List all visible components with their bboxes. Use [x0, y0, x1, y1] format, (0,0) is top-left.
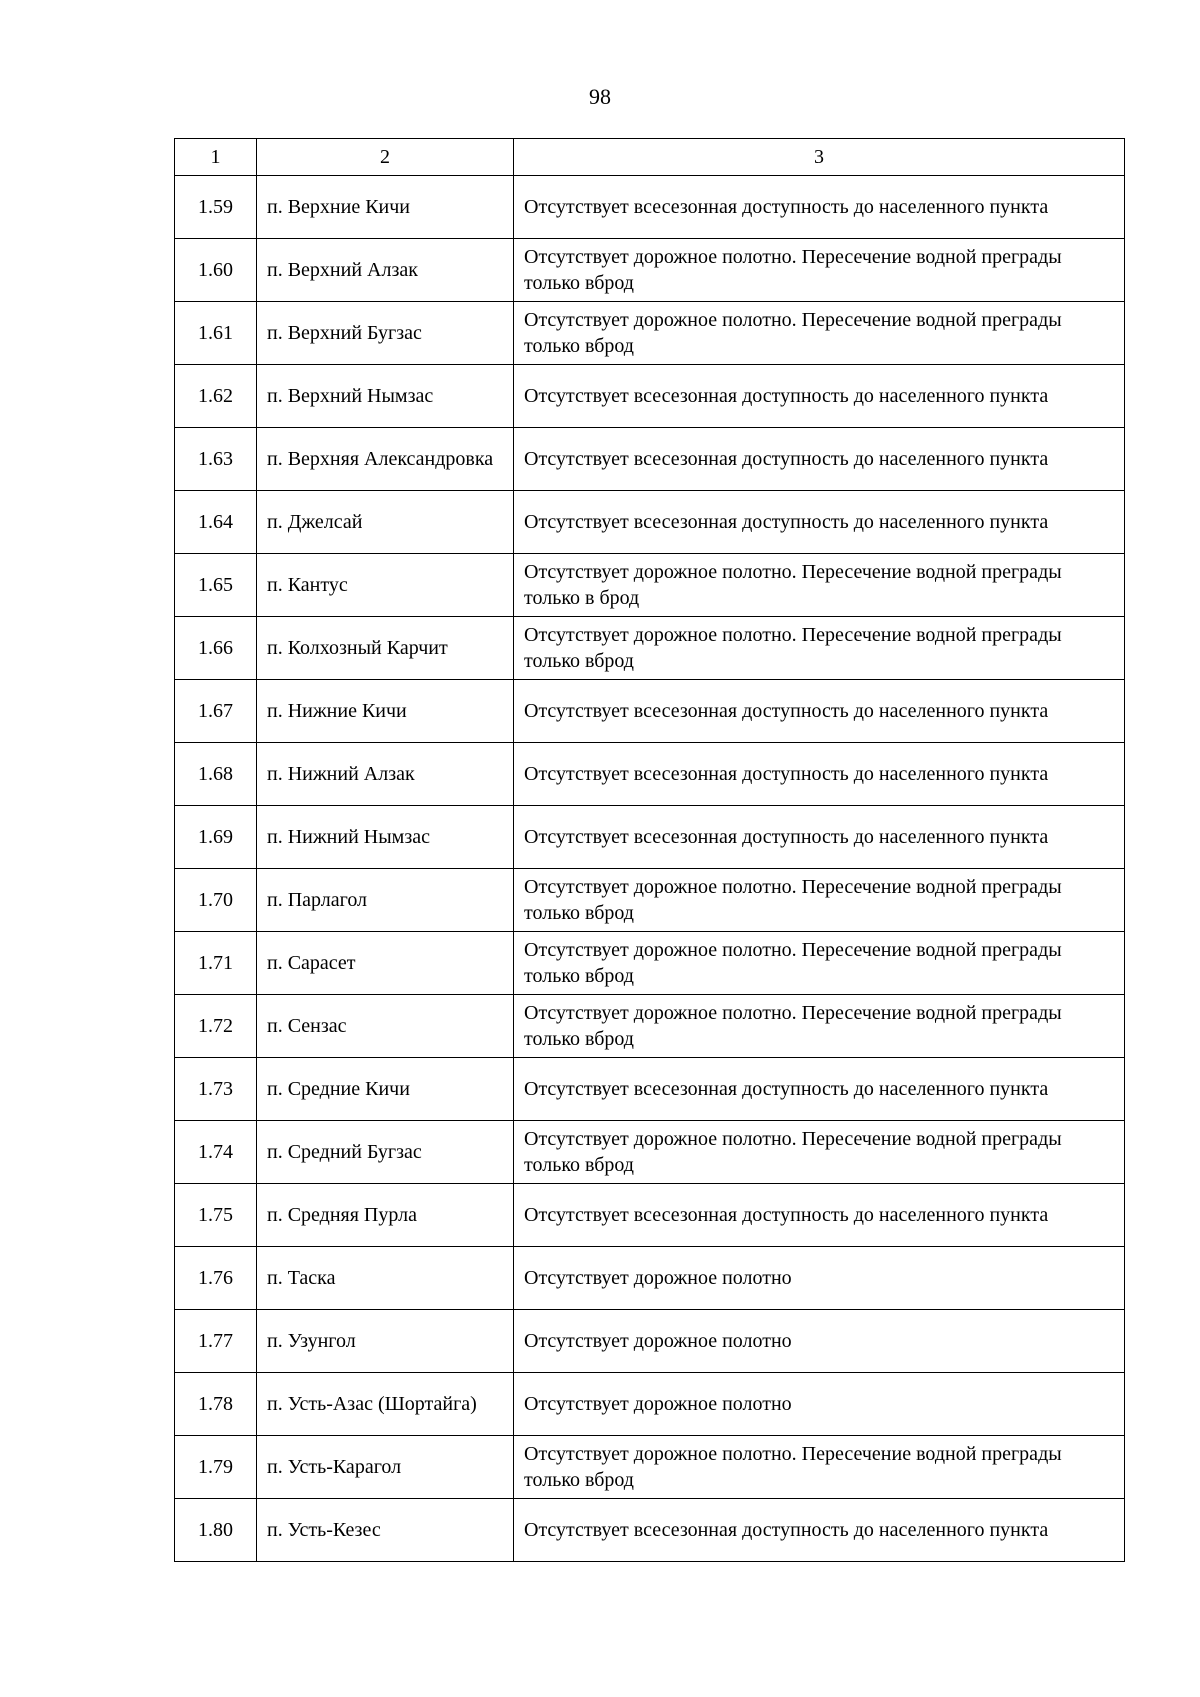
accessibility-description: Отсутствует дорожное полотно. Пересечение водной преграды только вброд [514, 617, 1125, 680]
accessibility-description: Отсутствует всесезонная доступность до населенного пункта [514, 176, 1125, 239]
accessibility-description: Отсутствует дорожное полотно. Пересечение водной преграды только вброд [514, 302, 1125, 365]
row-number: 1.79 [175, 1436, 257, 1499]
settlements-table [174, 138, 1125, 1562]
settlement-name: п. Верхний Бугзас [257, 302, 514, 365]
table-row [175, 1499, 1125, 1562]
settlement-name: п. Верхний Алзак [257, 239, 514, 302]
settlement-name: п. Средние Кичи [257, 1058, 514, 1121]
row-number: 1.75 [175, 1184, 257, 1247]
settlement-name: п. Усть-Азас (Шортайга) [257, 1373, 514, 1436]
settlement-name: п. Колхозный Карчит [257, 617, 514, 680]
settlement-name: п. Нижний Нымзас [257, 806, 514, 869]
row-number: 1.77 [175, 1310, 257, 1373]
row-number: 1.71 [175, 932, 257, 995]
row-number: 1.68 [175, 743, 257, 806]
accessibility-description: Отсутствует дорожное полотно. Пересечение водной преграды только вброд [514, 869, 1125, 932]
settlement-name: п. Верхние Кичи [257, 176, 514, 239]
settlement-name: п. Джелсай [257, 491, 514, 554]
table-row [175, 491, 1125, 554]
table-row [175, 1121, 1125, 1184]
settlement-name: п. Средняя Пурла [257, 1184, 514, 1247]
accessibility-description: Отсутствует дорожное полотно. Пересечение водной преграды только вброд [514, 1121, 1125, 1184]
table-row [175, 932, 1125, 995]
row-number: 1.72 [175, 995, 257, 1058]
table-row [175, 302, 1125, 365]
accessibility-description: Отсутствует всесезонная доступность до населенного пункта [514, 428, 1125, 491]
accessibility-description: Отсутствует всесезонная доступность до населенного пункта [514, 743, 1125, 806]
accessibility-description: Отсутствует дорожное полотно [514, 1310, 1125, 1373]
table-row [175, 554, 1125, 617]
table-row [175, 1373, 1125, 1436]
page-number: 98 [589, 84, 611, 109]
table-row [175, 743, 1125, 806]
accessibility-description: Отсутствует дорожное полотно. Пересечение водной преграды только вброд [514, 932, 1125, 995]
table-row [175, 428, 1125, 491]
accessibility-description: Отсутствует всесезонная доступность до населенного пункта [514, 680, 1125, 743]
settlement-name: п. Таска [257, 1247, 514, 1310]
accessibility-description: Отсутствует дорожное полотно. Пересечение водной преграды только в брод [514, 554, 1125, 617]
settlement-name: п. Нижние Кичи [257, 680, 514, 743]
settlement-name: п. Усть-Карагол [257, 1436, 514, 1499]
row-number: 1.59 [175, 176, 257, 239]
accessibility-description: Отсутствует всесезонная доступность до населенного пункта [514, 491, 1125, 554]
accessibility-description: Отсутствует всесезонная доступность до населенного пункта [514, 1499, 1125, 1562]
settlement-name: п. Усть-Кезес [257, 1499, 514, 1562]
accessibility-description: Отсутствует всесезонная доступность до населенного пункта [514, 1058, 1125, 1121]
row-number: 1.74 [175, 1121, 257, 1184]
table-row [175, 617, 1125, 680]
row-number: 1.66 [175, 617, 257, 680]
row-number: 1.67 [175, 680, 257, 743]
settlement-name: п. Сензас [257, 995, 514, 1058]
settlement-name: п. Верхний Нымзас [257, 365, 514, 428]
table-row [175, 176, 1125, 239]
table-row [175, 1247, 1125, 1310]
table-row [175, 680, 1125, 743]
accessibility-description: Отсутствует дорожное полотно [514, 1373, 1125, 1436]
row-number: 1.76 [175, 1247, 257, 1310]
row-number: 1.73 [175, 1058, 257, 1121]
row-number: 1.60 [175, 239, 257, 302]
accessibility-description: Отсутствует дорожное полотно [514, 1247, 1125, 1310]
table-row [175, 1184, 1125, 1247]
row-number: 1.70 [175, 869, 257, 932]
accessibility-description: Отсутствует всесезонная доступность до населенного пункта [514, 1184, 1125, 1247]
table-row [175, 1310, 1125, 1373]
settlement-name: п. Верхняя Александровка [257, 428, 514, 491]
table-row [175, 1058, 1125, 1121]
accessibility-description: Отсутствует всесезонная доступность до населенного пункта [514, 806, 1125, 869]
header-row [175, 139, 1125, 176]
accessibility-description: Отсутствует всесезонная доступность до населенного пункта [514, 365, 1125, 428]
column-header-3: 3 [514, 139, 1125, 176]
table-row [175, 365, 1125, 428]
row-number: 1.80 [175, 1499, 257, 1562]
accessibility-description: Отсутствует дорожное полотно. Пересечение водной преграды только вброд [514, 995, 1125, 1058]
settlement-name: п. Узунгол [257, 1310, 514, 1373]
row-number: 1.69 [175, 806, 257, 869]
settlement-name: п. Кантус [257, 554, 514, 617]
settlement-name: п. Сарасет [257, 932, 514, 995]
row-number: 1.64 [175, 491, 257, 554]
table-row [175, 239, 1125, 302]
row-number: 1.65 [175, 554, 257, 617]
column-header-1: 1 [175, 139, 257, 176]
settlement-name: п. Парлагол [257, 869, 514, 932]
column-header-2: 2 [257, 139, 514, 176]
row-number: 1.78 [175, 1373, 257, 1436]
table-row [175, 1436, 1125, 1499]
accessibility-description: Отсутствует дорожное полотно. Пересечение водной преграды только вброд [514, 1436, 1125, 1499]
table-row [175, 806, 1125, 869]
settlement-name: п. Нижний Алзак [257, 743, 514, 806]
accessibility-description: Отсутствует дорожное полотно. Пересечение водной преграды только вброд [514, 239, 1125, 302]
row-number: 1.62 [175, 365, 257, 428]
table-row [175, 995, 1125, 1058]
row-number: 1.61 [175, 302, 257, 365]
table-row [175, 869, 1125, 932]
settlement-name: п. Средний Бугзас [257, 1121, 514, 1184]
row-number: 1.63 [175, 428, 257, 491]
